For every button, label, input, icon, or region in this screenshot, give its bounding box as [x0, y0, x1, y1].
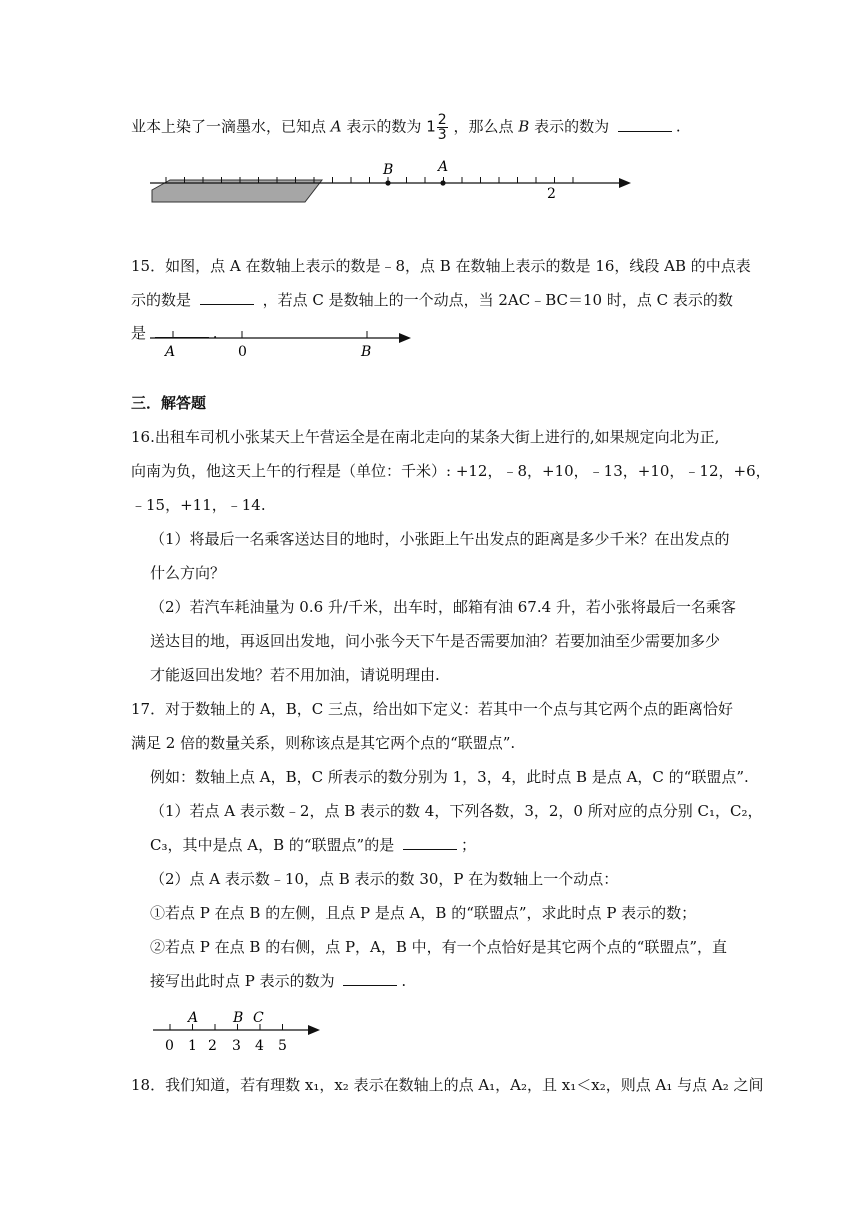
- q17-tick-label-1: 1: [188, 1038, 197, 1054]
- q17-axis-arrow: [308, 1025, 320, 1035]
- section-heading: 三．解答题: [131, 394, 207, 412]
- q17-case2-text: 接写出此时点 P 表示的数为: [150, 972, 335, 990]
- q17-line2: 满足 2 倍的数量关系，则称该点是其它两个点的“联盟点”.: [131, 734, 516, 752]
- q14-axis-label-b: B: [383, 162, 394, 178]
- q14-axis-arrow: [619, 178, 631, 188]
- q14-point-a: A: [330, 117, 342, 136]
- q15-line1: 15．如图，点 A 在数轴上表示的数是﹣8，点 B 在数轴上表示的数是 16，线段 AB 的中点表: [131, 257, 751, 275]
- q17-part1-line1: （1）若点 A 表示数﹣2，点 B 表示的数 4，下列各数，3，2，0 所对应的点分别 C₁，C₂，: [150, 802, 763, 820]
- q17-tick-label-0: 0: [165, 1038, 174, 1054]
- q15-number-line: [0, 322, 860, 362]
- q15-line2: [131, 289, 731, 311]
- q15-axis-label-0: 0: [238, 344, 247, 360]
- q15-period: .: [212, 324, 218, 342]
- q14-text-a: 业本上染了一滴墨水，已知点: [131, 117, 327, 136]
- q15-answer-blank-1[interactable]: [200, 290, 254, 305]
- q14-text-d: 表示的数为: [534, 117, 610, 136]
- q17-part1-text: C₃，其中是点 A，B 的“联盟点”的是: [150, 836, 395, 854]
- q17-period: .: [401, 972, 407, 990]
- q16-part2-line1: （2）若汽车耗油量为 0.6 升/千米，出车时，邮箱有油 67.4 升，若小张将最后一名乘客: [150, 598, 736, 616]
- q14-dot-a: [440, 180, 445, 185]
- q15-text-b: ，若点 C 是数轴上的一个动点，当 2AC﹣BC＝10 时，点 C 表示的数: [262, 291, 733, 309]
- q16-part2-line2: 送达目的地，再返回出发地，问小张今天下午是否需要加油？若要加油至少需要加多少: [150, 632, 721, 650]
- fraction-denominator: 3: [437, 127, 447, 143]
- q17-answer-blank-2[interactable]: [343, 971, 397, 986]
- mixed-number-whole: 1: [426, 117, 436, 136]
- q17-answer-blank-1[interactable]: [403, 835, 457, 850]
- q17-case2-line1: ②若点 P 在点 B 的右侧，点 P，A，B 中，有一个点恰好是其它两个点的“联盟点”，直: [150, 938, 728, 956]
- q17-ticks: [170, 1024, 283, 1030]
- q14-axis-label-a: A: [438, 159, 449, 175]
- q15-text-a: 示的数是: [131, 291, 192, 309]
- q17-case1: ①若点 P 在点 B 的左侧，且点 P 是点 A，B 的“联盟点”，求此时点 P 表示的数；: [150, 904, 697, 922]
- fraction-numerator: 2: [437, 112, 447, 128]
- q14-answer-blank[interactable]: [618, 117, 672, 132]
- q16-line3: ﹣15，+11，﹣14.: [131, 496, 266, 514]
- q17-case2-line2: [150, 970, 750, 992]
- q17-tick-label-3: 3: [232, 1038, 241, 1054]
- q14-point-b: B: [518, 117, 530, 136]
- q17-tick-label-4: 4: [255, 1038, 264, 1054]
- q16-part1-line1: （1）将最后一名乘客送达目的地时，小张距上午出发点的距离是多少千米？在出发点的: [150, 530, 730, 548]
- q17-label-b: B: [233, 1010, 244, 1026]
- q16-line1: 16.出租车司机小张某天上午营运全是在南北走向的某条大街上进行的,如果规定向北为正,: [131, 428, 720, 446]
- q17-semicolon: ；: [461, 836, 477, 854]
- q14-text-b: 表示的数为: [346, 117, 422, 136]
- q17-tick-label-5: 5: [278, 1038, 287, 1054]
- q17-number-line: [0, 1005, 860, 1055]
- q17-part2: （2）点 A 表示数﹣10，点 B 表示的数 30，P 在为数轴上一个动点：: [150, 870, 619, 888]
- q15-axis-label-a: A: [165, 344, 176, 360]
- q17-example: 例如：数轴上点 A，B，C 所表示的数分别为 1，3，4，此时点 B 是点 A，C 的“联盟点”.: [150, 768, 749, 786]
- q17-label-c: C: [253, 1010, 264, 1026]
- q15-axis-label-b: B: [361, 344, 372, 360]
- mixed-number-fraction: [437, 113, 448, 142]
- q14-text-c: ，那么点: [453, 117, 514, 136]
- q16-part1-line2: 什么方向？: [150, 564, 226, 582]
- q14-number-line: [0, 150, 860, 210]
- q14-period: .: [675, 117, 681, 136]
- q18-line1: 18．我们知道，若有理数 x₁，x₂ 表示在数轴上的点 A₁，A₂，且 x₁＜x₂，则点 A₁ 与点 A₂ 之间: [131, 1076, 764, 1094]
- q14-dot-b: [385, 180, 390, 185]
- q16-part2-line3: 才能返回出发地？若不用加油，请说明理由.: [150, 666, 440, 684]
- q17-line1: 17．对于数轴上的 A，B，C 三点，给出如下定义：若其中一个点与其它两个点的距离恰好: [131, 700, 733, 718]
- q16-line2: 向南为负，他这天上午的行程是（单位：千米）: +12，﹣8，+10，﹣13，+10，﹣12，+6，: [131, 462, 771, 480]
- q14-line1: [131, 113, 731, 142]
- q15-text-c: 是: [131, 324, 147, 342]
- q17-tick-label-2: 2: [208, 1038, 217, 1054]
- q15-axis-arrow: [399, 333, 411, 343]
- q17-part1-line2: [150, 834, 750, 856]
- q14-axis-label-2: 2: [547, 186, 556, 202]
- q17-label-a: A: [188, 1010, 199, 1026]
